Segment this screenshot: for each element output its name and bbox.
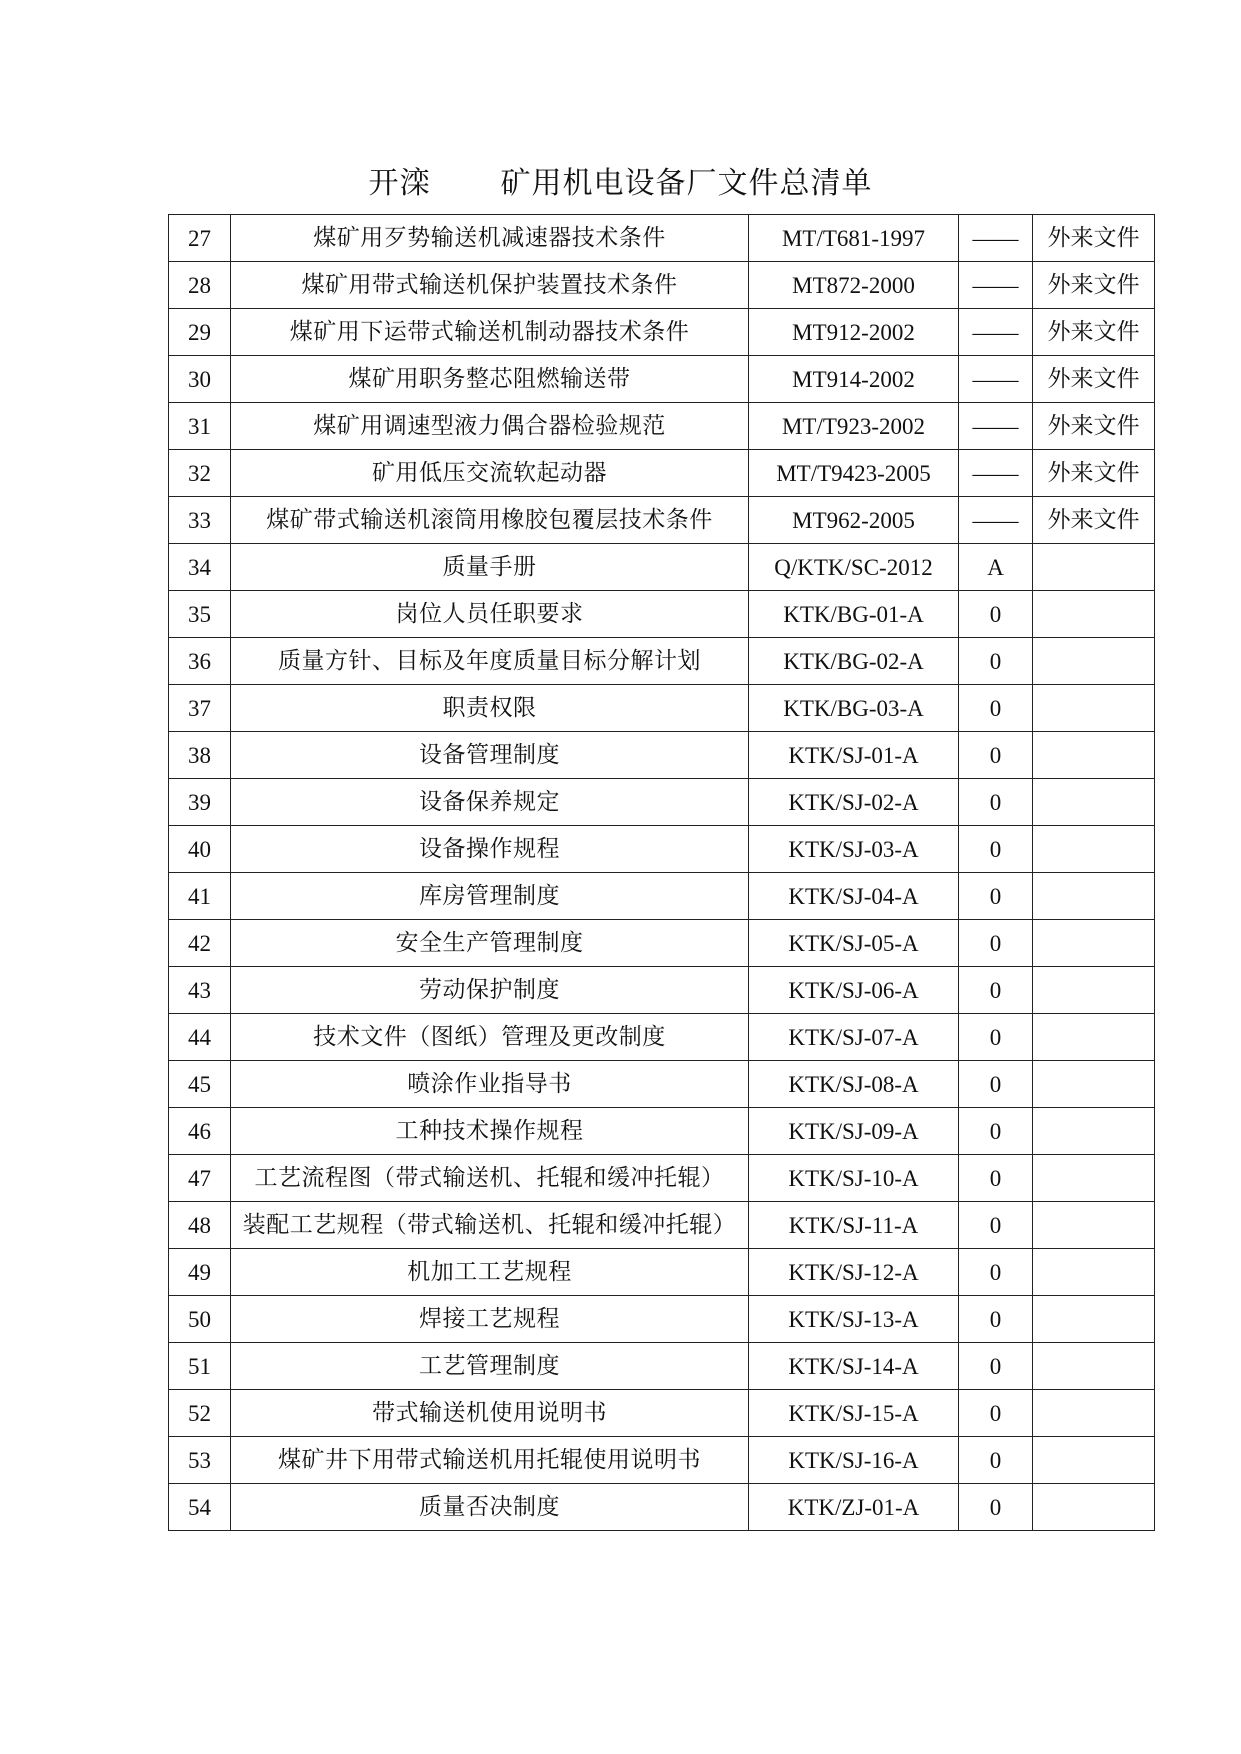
document-code: KTK/SJ-12-A [749, 1249, 959, 1296]
table-row [169, 967, 1155, 1014]
document-version: 0 [959, 873, 1033, 920]
document-code: KTK/ZJ-01-A [749, 1484, 959, 1531]
document-name: 质量否决制度 [231, 1484, 749, 1531]
document-remark [1033, 1155, 1155, 1202]
document-name: 工艺管理制度 [231, 1343, 749, 1390]
table-row [169, 779, 1155, 826]
document-name: 煤矿井下用带式输送机用托辊使用说明书 [231, 1437, 749, 1484]
document-name: 质量手册 [231, 544, 749, 591]
document-name: 设备操作规程 [231, 826, 749, 873]
document-version: 0 [959, 1249, 1033, 1296]
row-number: 53 [169, 1437, 231, 1484]
document-version: 0 [959, 1437, 1033, 1484]
document-version: 0 [959, 1108, 1033, 1155]
table-row [169, 638, 1155, 685]
document-remark: 外来文件 [1033, 215, 1155, 262]
row-number: 52 [169, 1390, 231, 1437]
table-row [169, 403, 1155, 450]
document-version: 0 [959, 732, 1033, 779]
document-name: 煤矿用职务整芯阻燃输送带 [231, 356, 749, 403]
document-name: 煤矿用调速型液力偶合器检验规范 [231, 403, 749, 450]
document-code: KTK/SJ-08-A [749, 1061, 959, 1108]
document-list-body [169, 215, 1155, 1531]
table-row [169, 1202, 1155, 1249]
table-row [169, 732, 1155, 779]
document-version: —— [959, 215, 1033, 262]
document-name: 岗位人员任职要求 [231, 591, 749, 638]
document-remark [1033, 591, 1155, 638]
table-row [169, 1061, 1155, 1108]
document-version: 0 [959, 920, 1033, 967]
table-row [169, 450, 1155, 497]
row-number: 48 [169, 1202, 231, 1249]
row-number: 37 [169, 685, 231, 732]
document-remark [1033, 873, 1155, 920]
table-row [169, 873, 1155, 920]
row-number: 47 [169, 1155, 231, 1202]
table-row [169, 1484, 1155, 1531]
document-code: KTK/SJ-13-A [749, 1296, 959, 1343]
document-remark [1033, 1484, 1155, 1531]
document-code: KTK/SJ-04-A [749, 873, 959, 920]
row-number: 54 [169, 1484, 231, 1531]
document-code: KTK/BG-03-A [749, 685, 959, 732]
document-remark [1033, 732, 1155, 779]
document-remark: 外来文件 [1033, 403, 1155, 450]
page-title [0, 158, 1241, 202]
row-number: 31 [169, 403, 231, 450]
document-remark: 外来文件 [1033, 309, 1155, 356]
table-row [169, 826, 1155, 873]
table-row [169, 356, 1155, 403]
document-code: KTK/SJ-10-A [749, 1155, 959, 1202]
document-version: 0 [959, 685, 1033, 732]
document-remark [1033, 1014, 1155, 1061]
row-number: 42 [169, 920, 231, 967]
document-version: —— [959, 497, 1033, 544]
document-code: KTK/SJ-11-A [749, 1202, 959, 1249]
row-number: 51 [169, 1343, 231, 1390]
document-version: 0 [959, 1014, 1033, 1061]
document-remark: 外来文件 [1033, 356, 1155, 403]
document-version: —— [959, 356, 1033, 403]
document-code: MT962-2005 [749, 497, 959, 544]
document-remark [1033, 920, 1155, 967]
document-version: 0 [959, 591, 1033, 638]
row-number: 35 [169, 591, 231, 638]
document-remark: 外来文件 [1033, 262, 1155, 309]
document-version: 0 [959, 1343, 1033, 1390]
document-code: KTK/SJ-15-A [749, 1390, 959, 1437]
row-number: 40 [169, 826, 231, 873]
document-name: 焊接工艺规程 [231, 1296, 749, 1343]
row-number: 50 [169, 1296, 231, 1343]
document-name: 装配工艺规程（带式输送机、托辊和缓冲托辊） [231, 1202, 749, 1249]
title-list-name: 矿用机电设备厂文件总清单 [500, 166, 873, 201]
document-name: 工种技术操作规程 [231, 1108, 749, 1155]
document-code: MT/T923-2002 [749, 403, 959, 450]
document-version: 0 [959, 1296, 1033, 1343]
document-code: KTK/BG-01-A [749, 591, 959, 638]
document-remark [1033, 1437, 1155, 1484]
row-number: 29 [169, 309, 231, 356]
document-name: 煤矿带式输送机滚筒用橡胶包覆层技术条件 [231, 497, 749, 544]
table-row [169, 1155, 1155, 1202]
document-name: 质量方针、目标及年度质量目标分解计划 [231, 638, 749, 685]
table-row [169, 1014, 1155, 1061]
document-list-table [168, 214, 1155, 1531]
table-row [169, 1437, 1155, 1484]
table-row [169, 685, 1155, 732]
document-remark [1033, 1202, 1155, 1249]
document-code: KTK/SJ-05-A [749, 920, 959, 967]
row-number: 28 [169, 262, 231, 309]
document-code: KTK/SJ-02-A [749, 779, 959, 826]
document-code: KTK/SJ-06-A [749, 967, 959, 1014]
table-row [169, 309, 1155, 356]
document-version: —— [959, 309, 1033, 356]
document-code: KTK/SJ-09-A [749, 1108, 959, 1155]
document-remark [1033, 826, 1155, 873]
title-company: 开滦 [368, 166, 431, 201]
document-version: 0 [959, 1390, 1033, 1437]
document-version: 0 [959, 1155, 1033, 1202]
row-number: 27 [169, 215, 231, 262]
row-number: 46 [169, 1108, 231, 1155]
document-code: MT872-2000 [749, 262, 959, 309]
document-code: KTK/SJ-16-A [749, 1437, 959, 1484]
table-row [169, 544, 1155, 591]
document-remark [1033, 638, 1155, 685]
document-name: 机加工工艺规程 [231, 1249, 749, 1296]
document-remark: 外来文件 [1033, 450, 1155, 497]
document-code: KTK/SJ-14-A [749, 1343, 959, 1390]
table-row [169, 497, 1155, 544]
document-version: A [959, 544, 1033, 591]
document-version: 0 [959, 967, 1033, 1014]
document-code: KTK/SJ-01-A [749, 732, 959, 779]
document-remark [1033, 1061, 1155, 1108]
document-version: 0 [959, 638, 1033, 685]
document-name: 设备管理制度 [231, 732, 749, 779]
document-name: 安全生产管理制度 [231, 920, 749, 967]
document-code: KTK/BG-02-A [749, 638, 959, 685]
document-remark: 外来文件 [1033, 497, 1155, 544]
table-row [169, 1343, 1155, 1390]
row-number: 38 [169, 732, 231, 779]
document-name: 带式输送机使用说明书 [231, 1390, 749, 1437]
document-version: —— [959, 403, 1033, 450]
document-version: —— [959, 450, 1033, 497]
table-row [169, 591, 1155, 638]
row-number: 44 [169, 1014, 231, 1061]
document-remark [1033, 1296, 1155, 1343]
document-version: 0 [959, 1061, 1033, 1108]
document-code: Q/KTK/SC-2012 [749, 544, 959, 591]
row-number: 49 [169, 1249, 231, 1296]
table-row [169, 920, 1155, 967]
document-remark [1033, 967, 1155, 1014]
document-remark [1033, 1249, 1155, 1296]
row-number: 30 [169, 356, 231, 403]
document-code: KTK/SJ-03-A [749, 826, 959, 873]
document-name: 矿用低压交流软起动器 [231, 450, 749, 497]
document-name: 库房管理制度 [231, 873, 749, 920]
document-code: MT912-2002 [749, 309, 959, 356]
table-row [169, 262, 1155, 309]
document-name: 职责权限 [231, 685, 749, 732]
document-remark [1033, 1343, 1155, 1390]
document-remark [1033, 779, 1155, 826]
row-number: 41 [169, 873, 231, 920]
document-name: 设备保养规定 [231, 779, 749, 826]
row-number: 39 [169, 779, 231, 826]
row-number: 34 [169, 544, 231, 591]
document-code: MT/T681-1997 [749, 215, 959, 262]
document-remark [1033, 1108, 1155, 1155]
document-name: 煤矿用带式输送机保护装置技术条件 [231, 262, 749, 309]
document-version: 0 [959, 826, 1033, 873]
document-remark [1033, 544, 1155, 591]
row-number: 36 [169, 638, 231, 685]
document-version: 0 [959, 1202, 1033, 1249]
document-name: 工艺流程图（带式输送机、托辊和缓冲托辊） [231, 1155, 749, 1202]
row-number: 33 [169, 497, 231, 544]
row-number: 45 [169, 1061, 231, 1108]
row-number: 43 [169, 967, 231, 1014]
document-name: 劳动保护制度 [231, 967, 749, 1014]
document-name: 喷涂作业指导书 [231, 1061, 749, 1108]
document-name: 技术文件（图纸）管理及更改制度 [231, 1014, 749, 1061]
table-row [169, 215, 1155, 262]
table-row [169, 1249, 1155, 1296]
table-row [169, 1390, 1155, 1437]
document-remark [1033, 1390, 1155, 1437]
row-number: 32 [169, 450, 231, 497]
table-row [169, 1296, 1155, 1343]
document-name: 煤矿用下运带式输送机制动器技术条件 [231, 309, 749, 356]
document-remark [1033, 685, 1155, 732]
document-code: KTK/SJ-07-A [749, 1014, 959, 1061]
document-code: MT914-2002 [749, 356, 959, 403]
document-code: MT/T9423-2005 [749, 450, 959, 497]
document-version: 0 [959, 779, 1033, 826]
table-row [169, 1108, 1155, 1155]
document-version: 0 [959, 1484, 1033, 1531]
document-name: 煤矿用歹势输送机减速器技术条件 [231, 215, 749, 262]
document-version: —— [959, 262, 1033, 309]
